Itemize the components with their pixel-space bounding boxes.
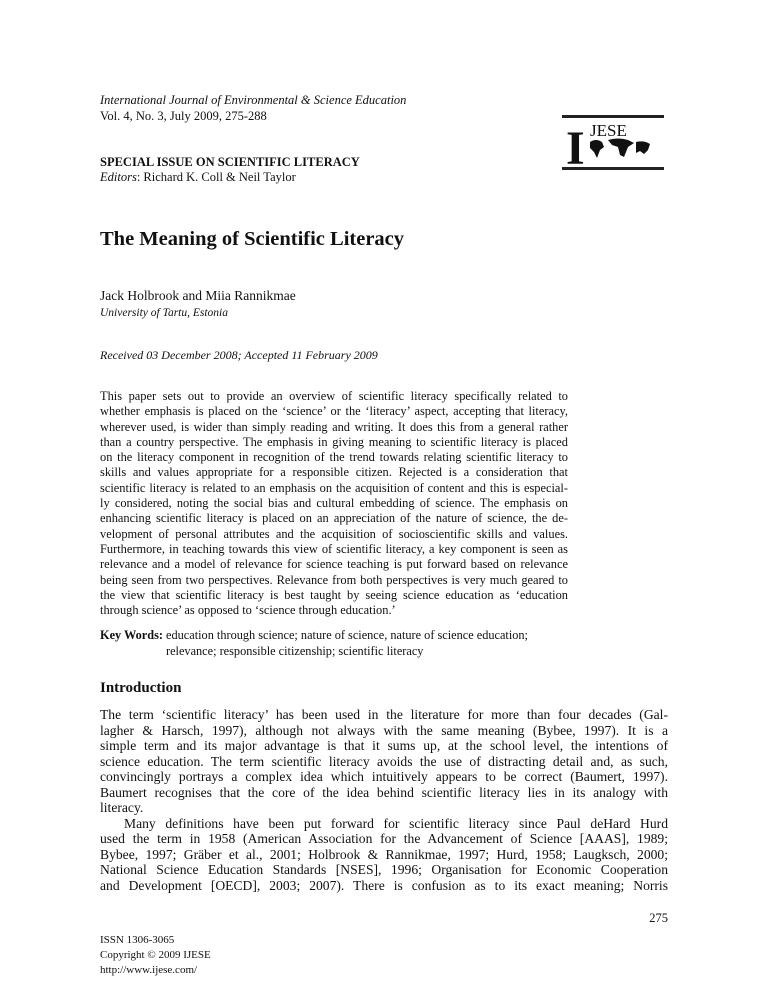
abstract-line: This paper sets out to provide an overview of scientific literacy specifically related to xyxy=(100,389,568,403)
article-title: The Meaning of Scientific Literacy xyxy=(100,228,405,250)
ijese-logo-icon xyxy=(560,114,666,172)
body-line: Bybee, 1997; Gräber et al., 2001; Holbrook & Rannikmae, 1997; Hurd, 1958; Laugksch, 2000; xyxy=(100,846,668,862)
journal-name: International Journal of Environmental & Science Education xyxy=(100,93,407,107)
journal-url[interactable]: http://www.ijese.com/ xyxy=(100,964,198,976)
body-line: National Science Education Standards [NSES], 1996; Organisation for Economic Cooperation xyxy=(100,862,668,878)
body-line: convincingly portrays a complex idea which intuitively appears to be correct (Baumert, 1997). xyxy=(100,769,668,785)
keywords-line: education through science; nature of science, nature of science education; xyxy=(166,628,528,642)
editors-line xyxy=(100,170,296,185)
abstract-line: the view that scientific literacy is best taught by seeing science education as ‘education xyxy=(100,587,568,602)
abstract-line: through science’ as opposed to ‘science through education.’ xyxy=(100,603,396,618)
svg-text:I: I xyxy=(566,122,585,172)
body-line: used the term in 1958 (American Association for the Advancement of Science [AAAS], 1989; xyxy=(100,831,668,847)
abstract-line: skills and values appropriate for a responsible citizen. Rejected is a consideration that xyxy=(100,465,568,480)
keywords-line: relevance; responsible citizenship; scientific literacy xyxy=(166,643,424,658)
journal-volume: Vol. 4, No. 3, July 2009, 275-288 xyxy=(100,109,267,123)
editors-names: : Richard K. Coll & Neil Taylor xyxy=(136,170,296,184)
copyright: Copyright © 2009 IJESE xyxy=(100,949,211,961)
page-number: 275 xyxy=(649,911,668,925)
keywords-label: Key Words: xyxy=(100,628,163,642)
abstract-line: relevance and a model of relevance for science teaching is put forward based on relevance xyxy=(100,557,568,572)
abstract-line: velopment of personal attributes and the acquisition of socioscientific skills and values. xyxy=(100,526,568,541)
body-line: lagher & Harsch, 1997), although not always with the same meaning (Bybee, 1997). It is a xyxy=(100,722,668,738)
affiliation: University of Tartu, Estonia xyxy=(100,307,228,319)
abstract-line: wherever used, is wider than simply reading and writing. It does this from a general rather xyxy=(100,419,568,434)
abstract xyxy=(100,389,568,618)
svg-text:JESE: JESE xyxy=(590,121,627,140)
special-issue-title: SPECIAL ISSUE ON SCIENTIFIC LITERACY xyxy=(100,155,360,169)
abstract-line: than a country perspective. The emphasis in giving meaning to scientific literacy is placed xyxy=(100,434,568,449)
journal-logo xyxy=(560,114,666,172)
body-line: simple term and its major advantage is that it sums up, at the school level, the intentions of xyxy=(100,738,668,754)
abstract-line: on the literacy component in recognition of the trend towards relating scientific literacy to xyxy=(100,450,568,465)
footer xyxy=(100,933,211,978)
issn: ISSN 1306-3065 xyxy=(100,934,175,946)
authors: Jack Holbrook and Miia Rannikmae xyxy=(100,288,296,303)
introduction-body xyxy=(100,707,668,894)
body-line: science education. The term scientific literacy avoids the use of distracting detail and, as such, xyxy=(100,753,668,769)
received-dates: Received 03 December 2008; Accepted 11 February 2009 xyxy=(100,348,378,362)
body-line: Baumert recognises that the core of the idea behind scientific literacy lies in its analogy with xyxy=(100,784,668,800)
abstract-line: being seen from two perspectives. Relevance from both perspectives is very much geared to xyxy=(100,572,568,587)
abstract-line: ly considered, noting the social bias and cultural embedding of science. The emphasis on xyxy=(100,496,568,511)
keywords xyxy=(100,628,528,659)
body-line: The term ‘scientific literacy’ has been used in the literature for more than four decades (Gal- xyxy=(100,707,668,722)
abstract-line: scientific literacy is related to an emphasis on the acquisition of content and this is especial- xyxy=(100,480,568,495)
body-line: and Development [OECD], 2003; 2007). There is confusion as to its exact meaning; Norris xyxy=(100,878,668,894)
body-line: literacy. xyxy=(100,800,144,816)
abstract-line: whether emphasis is placed on the ‘science’ or the ‘literacy’ aspect, accepting that literacy, xyxy=(100,404,568,419)
section-heading-introduction: Introduction xyxy=(100,680,182,696)
abstract-line: enhancing scientific literacy is placed on an appreciation of the nature of science, the de- xyxy=(100,511,568,526)
body-line: Many definitions have been put forward for scientific literacy since Paul deHard Hurd xyxy=(124,815,668,831)
editors-label: Editors xyxy=(100,170,137,184)
abstract-line: Furthermore, in teaching towards this view of scientific literacy, a key component is seen as xyxy=(100,541,568,556)
